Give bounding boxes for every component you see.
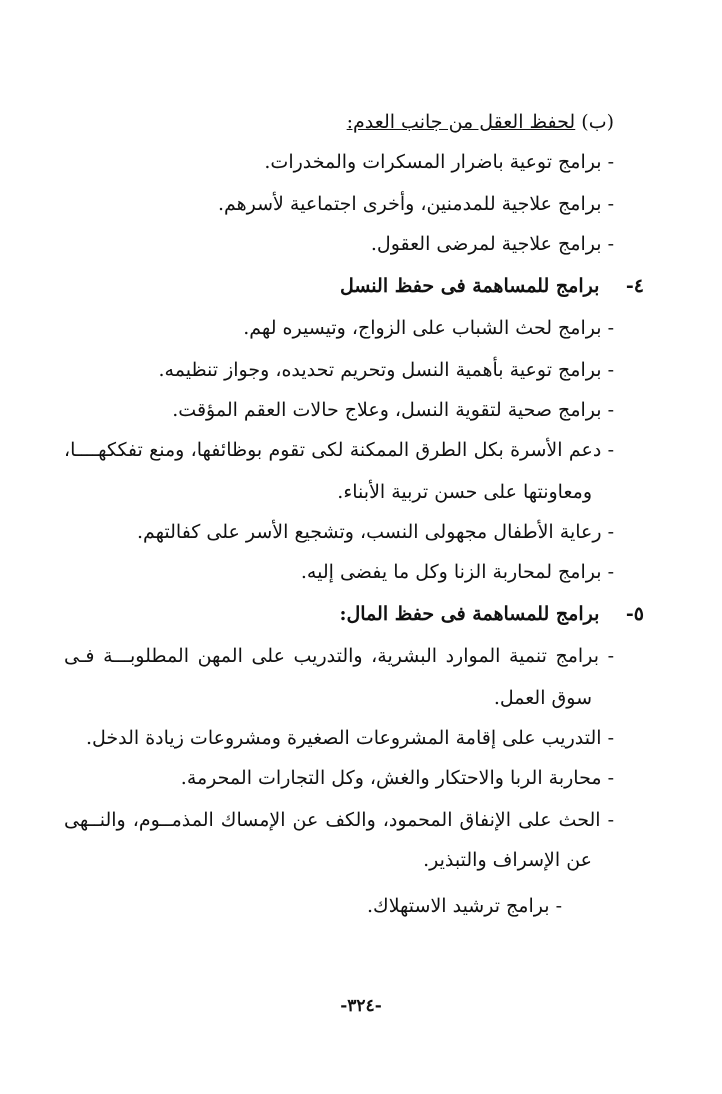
section-4-heading (0, 272, 722, 300)
list-item: - برامج توعية بأهمية النسل وتحريم تحديده، وجواز تنظيمه. (158, 359, 614, 381)
page-number: -٣٢٤- (340, 996, 382, 1016)
section-b-prefix: (ب) (581, 111, 614, 133)
section-5-title: برامج للمساهمة فى حفظ المال: (339, 603, 600, 625)
list-item: - برامج لحث الشباب على الزواج، وتيسيره لهم. (243, 317, 614, 339)
list-item: - رعاية الأطفال مجهولى النسب، وتشجيع الأسر على كفالتهم. (136, 521, 614, 543)
list-item: - برامج علاجية لمرضى العقول. (370, 233, 614, 255)
list-item: - برامج لمحاربة الزنا وكل ما يفضى إليه. (300, 561, 614, 583)
section-b-title: لحفظ العقل من جانب العدم: (346, 111, 576, 133)
section-4-title: برامج للمساهمة فى حفظ النسل (339, 275, 600, 297)
list-item: - الحث على الإنفاق المحمود، والكف عن الإمساك المذمــوم، والنــهى (64, 809, 614, 831)
list-item-continuation: عن الإسراف والتبذير. (423, 849, 592, 871)
list-item: - برامج توعية باضرار المسكرات والمخدرات. (264, 151, 614, 173)
list-item: - برامج صحية لتقوية النسل، وعلاج حالات العقم المؤقت. (172, 399, 614, 421)
section-b-heading (0, 108, 722, 136)
list-item: - دعم الأسرة بكل الطرق الممكنة لكى تقوم بوظائفها، ومنع تفككهــــا، (64, 439, 614, 461)
list-item-continuation: ومعاونتها على حسن تربية الأبناء. (337, 481, 592, 503)
list-item: - برامج ترشيد الاستهلاك. (367, 895, 562, 917)
section-5-heading (0, 600, 722, 628)
list-item: - برامج علاجية للمدمنين، وأخرى اجتماعية لأسرهم. (217, 193, 614, 215)
section-5-number: ٥- (625, 603, 644, 625)
list-item: - التدريب على إقامة المشروعات الصغيرة ومشروعات زيادة الدخل. (85, 727, 614, 749)
list-item: - برامج تنمية الموارد البشرية، والتدريب على المهن المطلوبـــة فـى (64, 645, 614, 667)
list-item-continuation: سوق العمل. (493, 687, 592, 709)
section-4-number: ٤- (625, 275, 644, 297)
list-item: - محاربة الربا والاحتكار والغش، وكل التجارات المحرمة. (180, 767, 614, 789)
